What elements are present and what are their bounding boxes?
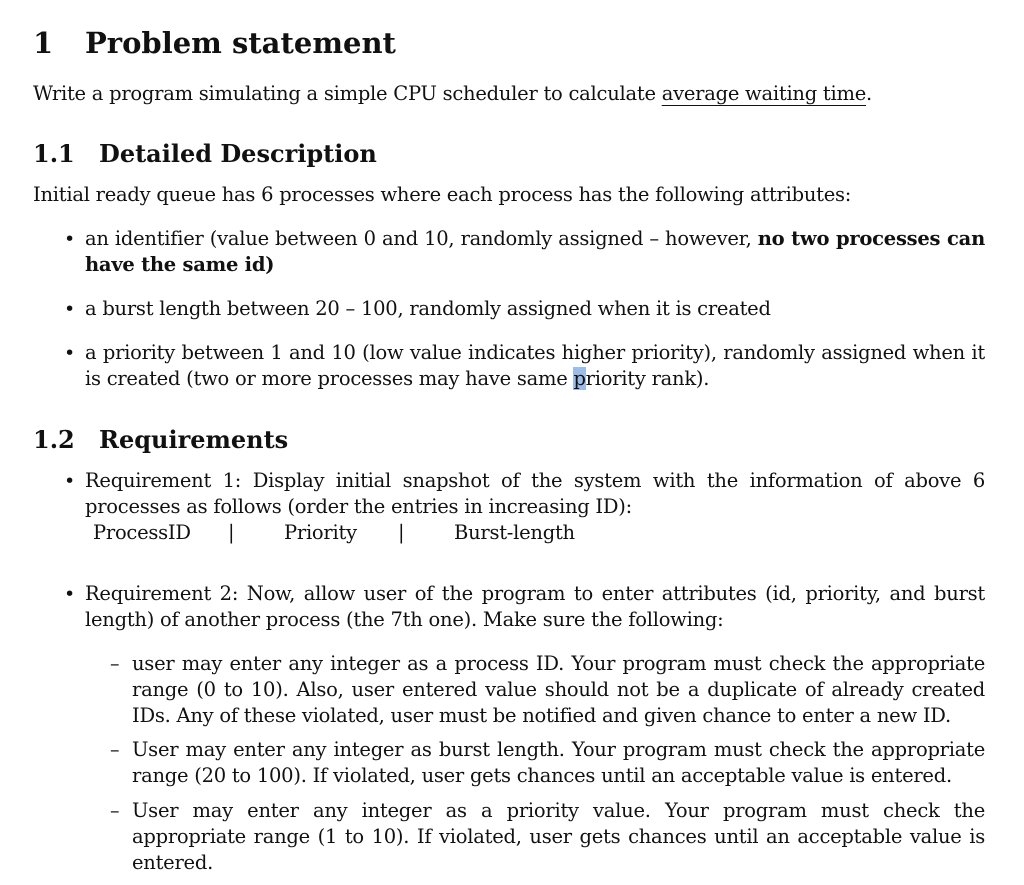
sub-requirement-burst-length: User may enter any integer as burst length. Your program must check the appropriate range (20 to 100). If violated, user gets chances until an acceptable value is entered. (132, 738, 985, 787)
bullet-marker: • (64, 342, 76, 364)
bullet-marker: • (64, 298, 76, 320)
sub-requirement-process-id: user may enter any integer as a process ID. Your program must check the appropriate range (0 to 10). Also, user entered value should not be a duplicate of already created IDs. Any of these violated, user must be notified and given chance to enter a new ID. (132, 652, 985, 727)
bullet-identifier-bold: no two processes can have the same id) (85, 227, 985, 276)
dash-marker: – (110, 800, 120, 822)
bullet-marker: • (64, 583, 76, 605)
bullet-marker: • (64, 228, 76, 250)
intro-text: Write a program simulating a simple CPU scheduler to calculate (33, 82, 662, 105)
bullet-identifier (85, 226, 985, 278)
section-1-1-intro: Initial ready queue has 6 processes where each process has the following attributes: (33, 183, 852, 206)
section-1-2-number: 1.2 (33, 425, 75, 454)
section-1-2-heading (33, 426, 288, 454)
section-1-1-heading (33, 140, 377, 168)
sub-requirement-priority: User may enter any integer as a priority value. Your program must check the appropriate range (1 to 10). If violated, user gets chances until an acceptable value is entered. (132, 799, 985, 874)
section-1-title: Problem statement (85, 26, 396, 60)
dash-marker: – (110, 739, 120, 761)
requirement-2: Requirement 2: Now, allow user of the program to enter attributes (id, priority, and burst length) of another process (the 7th one). Make sure the following: (85, 582, 985, 631)
bullet-identifier-text: an identifier (value between 0 and 10, randomly assigned – however, (85, 227, 758, 250)
requirement-1: Requirement 1: Display initial snapshot of the system with the information of above 6 processes as follows (order the entries in increasing ID): (85, 469, 985, 518)
table-header-priority: Priority (284, 521, 357, 544)
section-1-2-title: Requirements (99, 425, 289, 454)
bullet-priority-text-end: riority rank). (585, 367, 710, 390)
table-header-separator: | (228, 521, 235, 544)
text-selection-highlight[interactable]: p (573, 367, 586, 390)
dash-marker: – (110, 653, 120, 675)
bullet-marker: • (64, 470, 76, 492)
section-1-number: 1 (33, 26, 54, 60)
section-1-intro (33, 81, 872, 107)
table-header-burst-length: Burst-length (454, 521, 575, 544)
bullet-priority (85, 340, 985, 392)
intro-period: . (866, 82, 872, 105)
table-header-processid: ProcessID (93, 521, 191, 544)
bullet-priority-text: a priority between 1 and 10 (low value indicates higher priority), randomly assigned when it is created (two or more processes may have same (85, 341, 985, 390)
section-1-heading (33, 26, 396, 60)
bullet-burst-length: a burst length between 20 – 100, randomly assigned when it is created (85, 297, 771, 320)
table-header-separator: | (398, 521, 405, 544)
average-waiting-time-link[interactable]: average waiting time (661, 82, 867, 105)
section-1-1-number: 1.1 (33, 139, 75, 168)
section-1-1-title: Detailed Description (99, 139, 377, 168)
